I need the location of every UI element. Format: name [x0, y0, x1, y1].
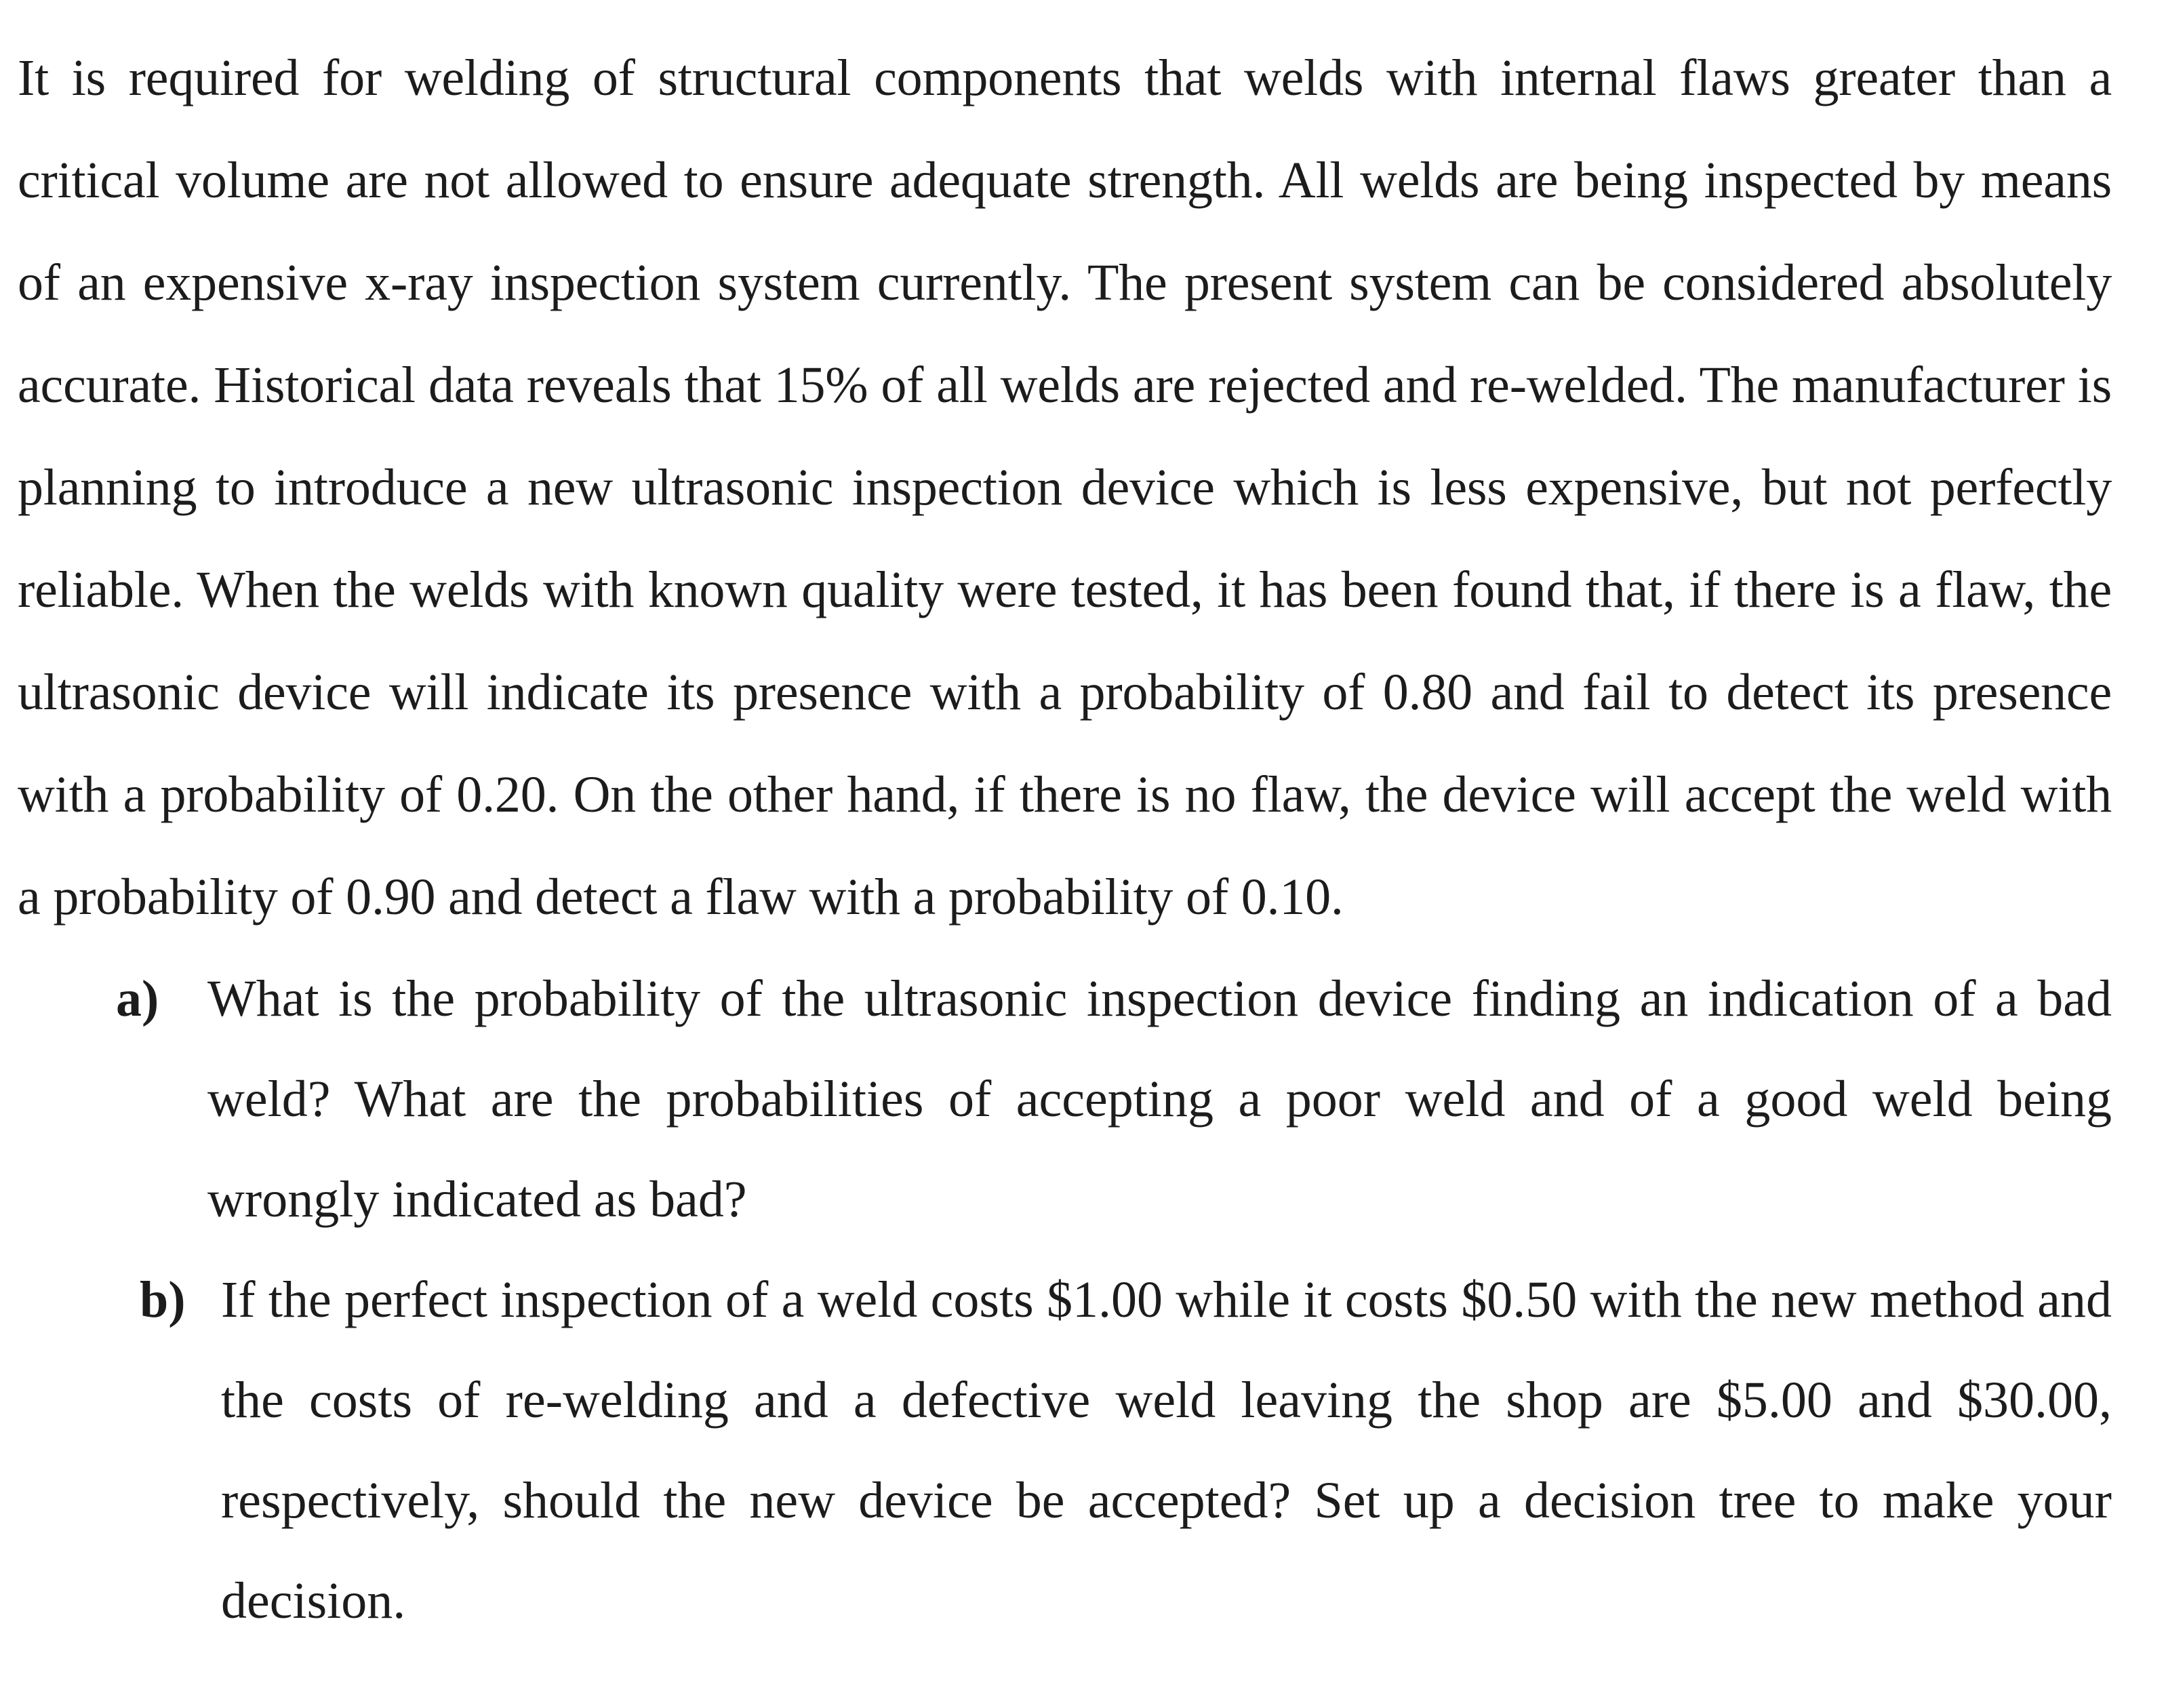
problem-statement: It is required for welding of structural components that welds with internal flaws greater than a critical volume are not allowed to ensure adequate strength. All welds are being inspected by means of an expensive x-ray inspection system currently. The present system can be considered absolutely accurate. Historical data reveals that 15% of all welds are rejected and re-welded. The manufacturer is planning to introduce a new ultrasonic inspection device which is less expensive, but not perfectly reliable. When the welds with known quality were tested, it has been found that, if there is a flaw, the ultrasonic device will indicate its presence with a probability of 0.80 and fail to detect its presence with a probability of 0.20. On the other hand, if there is no flaw, the device will accept the weld with a probability of 0.90 and detect a flaw with a probability of 0.10. — [18, 49, 2112, 926]
question-a-marker: a) — [116, 970, 159, 1027]
question-a-text: What is the probability of the ultrasonic inspection device finding an indication of a bad weld? What are the probabilities of accepting a poor weld and of a good weld being wrongly indicated as bad? — [207, 970, 2112, 1228]
question-b — [140, 1250, 2112, 1651]
question-b-marker: b) — [140, 1271, 186, 1328]
question-b-text: If the perfect inspection of a weld costs $1.00 while it costs $0.50 with the new method and the costs of re-welding and a defective weld leaving the shop are $5.00 and $30.00, respectively, should the new device be accepted? Set up a decision tree to make your decision. — [221, 1271, 2112, 1629]
question-a — [116, 949, 2112, 1250]
question-list — [18, 949, 2112, 1651]
